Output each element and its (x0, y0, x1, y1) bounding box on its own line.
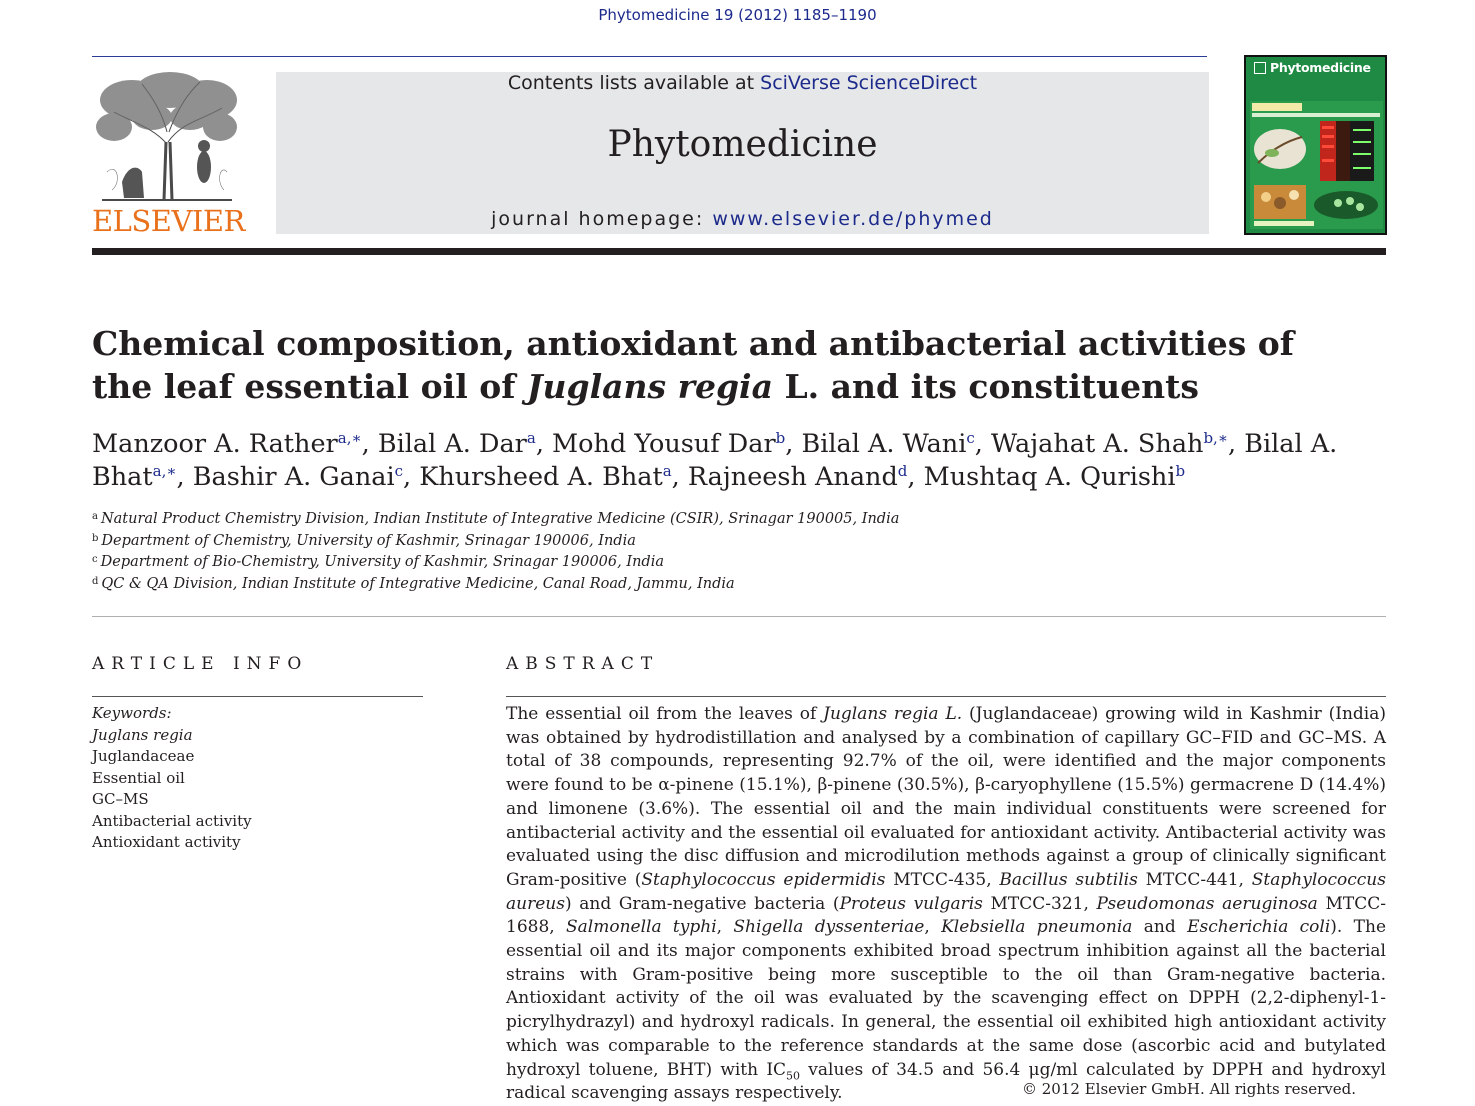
homepage-link[interactable]: www.elsevier.de/phymed (712, 208, 994, 230)
author-separator: , (1228, 429, 1245, 459)
abstract-species-name: Escherichia coli (1187, 917, 1331, 938)
journal-banner (276, 72, 1209, 234)
header-divider (92, 56, 1207, 57)
cover-artwork-icon (1250, 101, 1383, 229)
author-affiliation-marker[interactable]: b (775, 429, 786, 447)
journal-citation: Phytomedicine 19 (2012) 1185–1190 (598, 6, 877, 24)
affiliation-d (92, 574, 1292, 596)
keywords-label: Keywords: (92, 704, 172, 722)
abstract-segment: MTCC-321, (982, 893, 1097, 914)
elsevier-logo (92, 72, 245, 238)
affiliations (92, 509, 1292, 595)
affiliation-text: QC & QA Division, Indian Institute of Integrative Medicine, Canal Road, Jammu, India (101, 575, 735, 592)
article-info-divider (92, 696, 423, 697)
author-affiliation-marker[interactable]: d (897, 462, 908, 480)
elsevier-wordmark: ELSEVIER (92, 204, 245, 238)
title-text-end: L. and its constituents (772, 367, 1199, 406)
affiliation-marker: c (92, 554, 98, 565)
affiliation-c (92, 552, 1292, 574)
sciencedirect-link[interactable]: SciVerse ScienceDirect (760, 72, 978, 94)
abstract-segment: , (716, 917, 734, 938)
author-affiliation-marker[interactable]: a,∗ (152, 462, 177, 480)
affiliation-text: Natural Product Chemistry Division, Indian Institute of Integrative Medicine (CSIR), Srinagar 190005, India (100, 511, 900, 527)
affiliation-text: Department of Chemistry, University of Kashmir, Srinagar 190006, India (101, 532, 636, 549)
cover-emblem-icon (1254, 62, 1266, 74)
abstract-subscript: 50 (786, 1068, 801, 1082)
copyright-notice: © 2012 Elsevier GmbH. All rights reserved. (1022, 1080, 1356, 1098)
author-separator: , (403, 462, 420, 492)
masthead-bar (92, 248, 1386, 255)
journal-cover[interactable] (1244, 55, 1387, 235)
abstract-segment: (Juglandaceae) growing wild in Kashmir (India) was obtained by hydrodistillation and analysed by a combination of capillary GC–FID and GC–MS. A total of 38 compounds, representing 92.7% of the oil, were identified and the major components were found to be α-pinene (15.1%), β-pinene (30.5%), β-caryophyllene (15.5%) germacrene D (14.4%) and limonene (3.6%). The essential oil and the main individual constituents were screened for antibacterial activity and the essential oil evaluated for antioxidant activity. Antibacterial activity was evaluated using the disc diffusion and microdilution methods against a group of clinically significant Gram-positive ( (506, 704, 1386, 890)
author-separator: , (785, 429, 802, 459)
author-name[interactable]: Wajahat A. Shah (991, 429, 1204, 459)
affiliation-marker: a (92, 511, 98, 522)
keyword-item: Antioxidant activity (92, 833, 241, 851)
abstract-species-name: Proteus vulgaris (839, 893, 983, 914)
author-affiliation-marker[interactable]: a,∗ (337, 429, 362, 447)
abstract-segment: MTCC-435, (885, 869, 1000, 890)
article-title (92, 322, 1352, 408)
keywords-list (92, 703, 422, 854)
affiliation-marker: b (92, 532, 99, 544)
abstract-species-name: Pseudomonas aeruginosa (1096, 893, 1318, 914)
author-name[interactable]: Bilal A. Dar (377, 429, 527, 459)
journal-title: Phytomedicine (607, 124, 878, 165)
article-info-heading: ARTICLE INFO (92, 654, 309, 674)
author-separator: , (974, 429, 992, 459)
abstract-species-name: Staphylococcus epidermidis (641, 869, 886, 890)
title-text: Chemical composition, antioxidant and antibacterial activities of the leaf essential oil of (92, 324, 1294, 406)
abstract-segment: and (1132, 917, 1188, 938)
author-affiliation-marker[interactable]: b,∗ (1203, 429, 1229, 447)
author-separator: , (176, 462, 193, 492)
abstract-segment: MTCC-441, (1137, 869, 1252, 890)
author-name[interactable]: Manzoor A. Rather (92, 429, 338, 459)
affiliation-text: Department of Bio-Chemistry, University of Kashmir, Srinagar 190006, India (100, 554, 664, 570)
author-affiliation-marker[interactable]: c (966, 429, 975, 447)
cover-title: Phytomedicine (1270, 60, 1371, 75)
abstract-species-name: Shigella dyssenteriae (733, 917, 925, 938)
abstract-segment: values of 34.5 and 56.4 μg/ml calculated by DPPH and hydroxyl radical scavenging assays respectively. (506, 1059, 1386, 1104)
abstract-segment: ). The essential oil and its major components exhibited broad spectrum inhibition against all the bacterial strains with Gram-positive being more susceptible to the oil than Gram-negative bacteria. Antioxidant activity of the oil was evaluated by the scavenging effect on DPPH (2,2-diphenyl-1-picrylhydrazyl) and hydroxyl radicals. In general, the essential oil exhibited high antioxidant activity which was comparable to the reference standards at the same dose (ascorbic acid and butylated hydroxyl toluene, BHT) with IC (506, 917, 1387, 1080)
section-divider (92, 616, 1386, 617)
homepage-line (276, 208, 1209, 230)
author-name[interactable]: Bashir A. Ganai (192, 462, 395, 492)
author-affiliation-marker[interactable]: a (526, 429, 536, 447)
abstract-species-name: Salmonella typhi (566, 917, 717, 938)
abstract-segment: ) and Gram-negative bacteria ( (564, 893, 840, 914)
author-affiliation-marker[interactable]: a (662, 462, 672, 480)
affiliation-b (92, 531, 1292, 553)
abstract-species-name: Bacillus subtilis (999, 869, 1138, 890)
keyword-item: Juglans regia (92, 725, 193, 744)
abstract-species-name: Staphylococcus aureus (506, 869, 1386, 914)
author-affiliation-marker[interactable]: b (1175, 462, 1186, 480)
homepage-prefix: journal homepage: (491, 208, 713, 230)
author-separator: , (535, 429, 553, 459)
author-name[interactable]: Rajneesh Anand (687, 462, 898, 492)
abstract-text (506, 703, 1386, 1106)
author-name[interactable]: Bilal A. Bhat (92, 429, 1338, 492)
keyword-item: Juglandaceae (92, 747, 195, 765)
contents-prefix: Contents lists available at (507, 72, 761, 94)
contents-line (276, 72, 1209, 94)
author-list (92, 428, 1392, 494)
affiliation-a (92, 509, 1292, 531)
keyword-item: Antibacterial activity (92, 811, 252, 830)
author-name[interactable]: Mushtaq A. Qurishi (923, 462, 1176, 492)
author-affiliation-marker[interactable]: c (394, 462, 404, 480)
title-species: Juglans regia (526, 367, 773, 406)
elsevier-tree-icon (92, 72, 242, 202)
keyword-item: GC–MS (92, 790, 149, 808)
affiliation-marker: d (92, 575, 99, 587)
author-separator: , (361, 429, 378, 459)
keyword-item: Essential oil (92, 768, 185, 787)
abstract-heading: ABSTRACT (506, 654, 660, 674)
abstract-segment: MTCC-1688, (506, 893, 1386, 938)
author-separator: , (907, 462, 924, 492)
abstract-divider (506, 696, 1386, 697)
abstract-segment: , (924, 917, 942, 938)
author-name[interactable]: Khursheed A. Bhat (419, 462, 663, 492)
abstract-segment: The essential oil from the leaves of (506, 704, 824, 724)
abstract-species-name: Klebsiella pneumonia (941, 917, 1133, 938)
abstract-species-name: Juglans regia L. (823, 704, 963, 724)
author-separator: , (671, 462, 688, 492)
author-name[interactable]: Bilal A. Wani (801, 429, 967, 459)
author-name[interactable]: Mohd Yousuf Dar (552, 429, 776, 459)
